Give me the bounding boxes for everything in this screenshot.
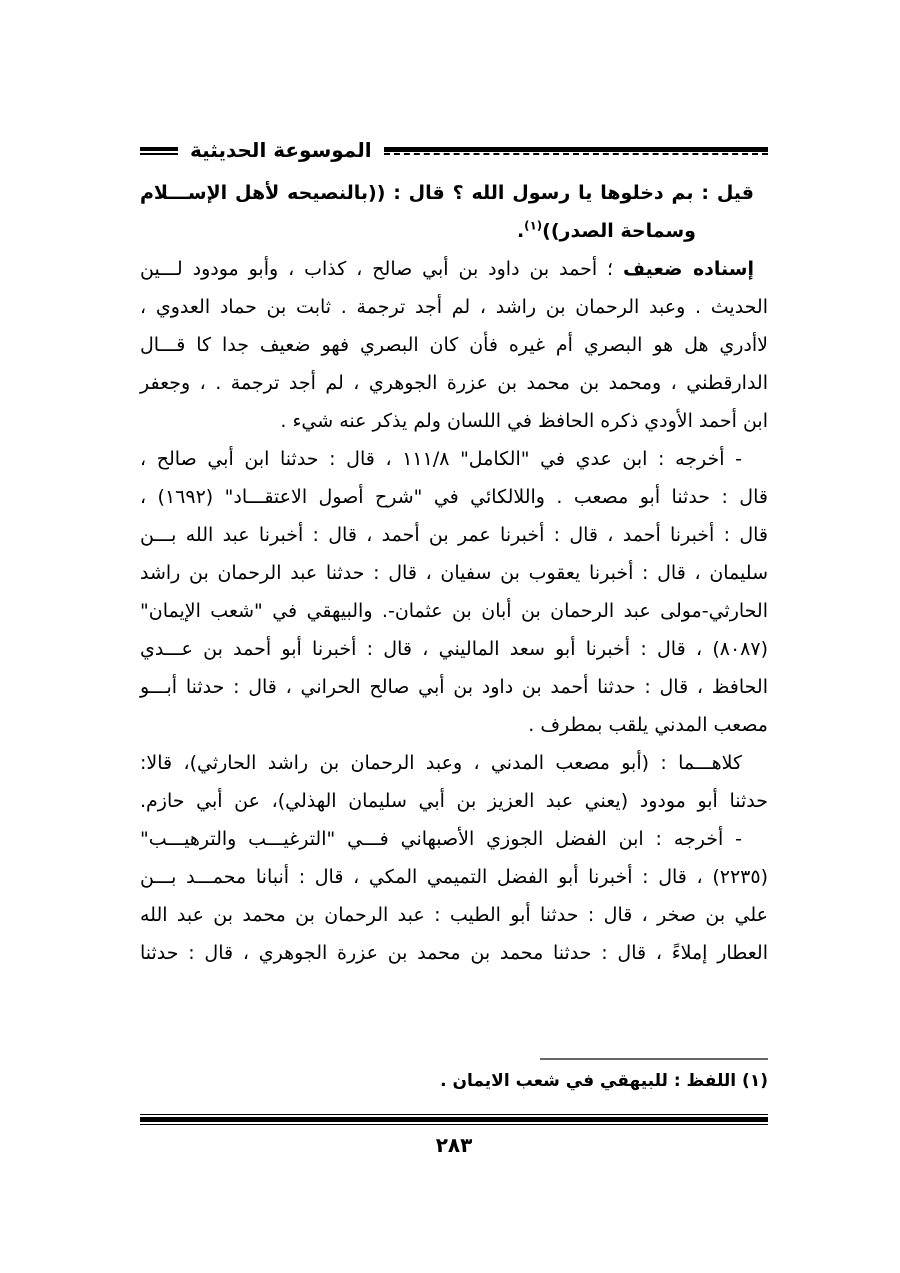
text-run: - أخرجه : ابن الفضل الجوزي الأصبهاني فـــي "الترغيـــب والترهيـــب" [140, 828, 742, 850]
text-run: علي بن صخر ، قال : حدثنا أبو الطيب : عبد الرحمان بن محمد بن عبد الله [140, 904, 768, 926]
text-line [140, 364, 768, 402]
header-rule-long-dashed-bar [384, 153, 768, 155]
footer-rule [140, 1114, 768, 1125]
text-line [140, 820, 768, 858]
text-run: مصعب المدني يلقب بمطرف . [528, 714, 768, 736]
text-run: (٢٢٣٥) ، قال : أخبرنا أبو الفضل التميمي المكي ، قال : أنبانا محمـــد بـــن [140, 866, 768, 888]
page-header [140, 138, 768, 164]
text-run: قال : أخبرنا أحمد ، قال : أخبرنا عمر بن أحمد ، قال : أخبرنا عبد الله بـــن [140, 524, 768, 546]
footnote-marker: (١) [524, 218, 543, 233]
text-line [140, 440, 768, 478]
text-run: لاأدري هل هو البصري أم غيره فأن كان البصري فهو ضعيف جدا كا قـــال [140, 334, 768, 356]
header-rule-long [384, 147, 768, 155]
footnote-text: (١) اللفظ : للبيهقي في شعب الايمان . [440, 1071, 768, 1091]
text-run: سليمان ، قال : أخبرنا يعقوب بن سفيان ، قال : حدثنا عبد الرحمان بن راشد [140, 562, 768, 584]
text-run: قيل : بم دخلوها يا رسول الله ؟ قال : ((بالنصيحه لأهل الإســـلام [140, 182, 754, 204]
text-line [140, 554, 768, 592]
text-line [140, 288, 768, 326]
book-title: الموسوعة الحديثية [190, 138, 372, 162]
text-line [140, 706, 768, 744]
text-line [140, 250, 768, 288]
text-run: الحارثي-مولى عبد الرحمان بن أبان بن عثمان-. والبيهقي في "شعب الإيمان" [140, 600, 768, 622]
text-line [140, 668, 768, 706]
header-rule-short [140, 147, 178, 155]
text-line [140, 212, 768, 250]
text-run: الحافظ ، قال : حدثنا أحمد بن داود بن أبي صالح الحراني ، قال : حدثنا أبـــو [140, 676, 768, 698]
text-run: إسناده ضعيف [622, 258, 754, 280]
text-run: . [516, 220, 525, 242]
text-line [140, 896, 768, 934]
text-run: الدارقطني ، ومحمد بن محمد بن عزرة الجوهري ، لم أجد ترجمة . ، وجعفر [140, 372, 768, 394]
header-rule-long-thick-bar [384, 147, 768, 152]
text-run: حدثنا أبو مودود (يعني عبد العزيز بن أبي سليمان الهذلي)، عن أبي حازم. [140, 790, 768, 812]
text-run: ؛ أحمد بن داود بن أبي صالح ، كذاب ، وأبو مودود لـــين [140, 258, 623, 280]
text-run: كلاهـــما : (أبو مصعب المدني ، وعبد الرحمان بن راشد الحارثي)، قالا: [140, 752, 742, 774]
text-line [140, 174, 768, 212]
text-run: - أخرجه : ابن عدي في "الكامل" ١١١/٨ ، قال : حدثنا ابن أبي صالح ، [140, 448, 742, 470]
text-run: ابن أحمد الأودي ذكره الحافظ في اللسان ولم يذكر عنه شيء . [280, 410, 768, 432]
text-run: وسماحة الصدر)) [542, 220, 696, 242]
text-line [140, 858, 768, 896]
text-run: العطار إملاءً ، قال : حدثنا محمد بن محمد بن عزرة الجوهري ، قال : حدثنا [140, 942, 768, 964]
text-run: (٨٠٨٧) ، قال : أخبرنا أبو سعد الماليني ، قال : أخبرنا أبو أحمد بن عـــدي [140, 638, 768, 660]
text-line [140, 934, 768, 972]
text-line [140, 592, 768, 630]
text-line [140, 326, 768, 364]
text-run: الحديث . وعبد الرحمان بن راشد ، لم أجد ترجمة . ثابت بن حماد العدوي ، [140, 296, 768, 318]
body-text [140, 174, 768, 972]
header-rule-short-thick-bar [140, 147, 178, 151]
header-rule-short-thin-bar [140, 153, 178, 155]
text-line [140, 478, 768, 516]
text-run: قال : حدثنا أبو مصعب . واللالكائي في "شرح أصول الاعتقـــاد" (١٦٩٢) ، [140, 486, 768, 508]
text-line [140, 402, 768, 440]
text-line [140, 744, 768, 782]
text-line [140, 630, 768, 668]
text-line [140, 516, 768, 554]
footer-rule-thick-bar [140, 1117, 768, 1122]
footnote-separator [540, 1058, 768, 1060]
page-number: ٢٨٣ [435, 1133, 473, 1157]
text-line [140, 782, 768, 820]
